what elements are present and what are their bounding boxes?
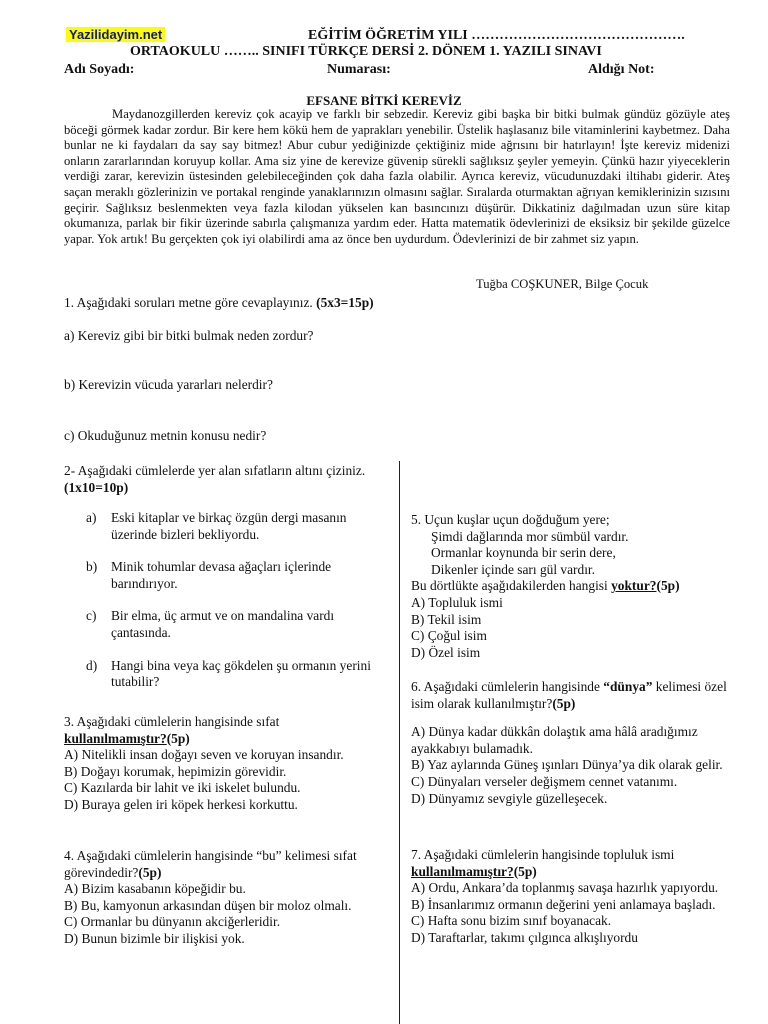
- option: B) Yaz aylarında Güneş ışınları Dünya’ya dik olarak gelir.: [411, 757, 723, 773]
- question-7-points: (5p): [513, 863, 537, 879]
- item-text: Bir elma, üç armut ve on mandalina vardı çantasında.: [111, 608, 335, 640]
- question-4-points: (5p): [138, 864, 162, 880]
- item-letter: b): [86, 559, 98, 575]
- item-text: Minik tohumlar devasa ağaçları içlerinde barındırıyor.: [111, 559, 332, 591]
- question-6: [411, 679, 731, 807]
- question-1c: c) Okuduğunuz metnin konusu nedir?: [64, 428, 267, 443]
- list-item: [64, 608, 384, 641]
- option: D) Buraya gelen iri köpek herkesi korkuttu.: [64, 796, 298, 812]
- option: D) Taraftarlar, takımı çılgınca alkışlıyordu: [411, 929, 638, 945]
- column-divider: [399, 461, 400, 1024]
- option: D) Özel isim: [411, 644, 481, 660]
- item-letter: a): [86, 510, 97, 525]
- exam-year-line: EĞİTİM ÖĞRETİM YILI ……………………………………….: [308, 28, 685, 43]
- option: D) Dünyamız sevgiyle güzelleşecek.: [411, 790, 608, 806]
- verse-line: Dikenler içinde sarı gül vardır.: [431, 561, 595, 577]
- list-item: [64, 510, 384, 543]
- question-1-prompt: 1. Aşağıdaki soruları metne göre cevaplayınız.: [64, 295, 313, 310]
- question-5-prompt: 5. Uçun kuşlar uçun doğduğum yere;: [411, 512, 610, 527]
- question-7-prompt: 7. Aşağıdaki cümlelerin hangisinde topluluk ismi: [411, 847, 675, 862]
- question-5: [411, 512, 731, 661]
- question-3: [64, 714, 384, 814]
- question-4-prompt: 4. Aşağıdaki cümlelerin hangisinde “bu” kelimesi sıfat görevindedir?: [64, 848, 357, 880]
- option: C) Ormanlar bu dünyanın akciğerleridir.: [64, 914, 281, 930]
- exam-title: ORTAOKULU …….. SINIFI TÜRKÇE DERSİ 2. DÖNEM 1. YAZILI SINAVI: [130, 44, 602, 59]
- question-1-points: (5x3=15p): [316, 295, 374, 310]
- question-1: [64, 295, 374, 312]
- item-text: Hangi bina veya kaç gökdelen şu ormanın yerini tutabilir?: [111, 657, 371, 690]
- option: A) Topluluk ismi: [411, 594, 503, 610]
- number-label: Numarası:: [327, 62, 391, 77]
- question-2-list: [64, 510, 384, 707]
- reading-title: EFSANE BİTKİ KEREVİZ: [306, 93, 462, 108]
- item-letter: c): [86, 608, 97, 624]
- item-letter: d): [86, 657, 98, 673]
- list-item: [64, 559, 384, 592]
- question-6-rest: kelimesi özel isim olarak kullanılmıştır?: [411, 679, 727, 711]
- site-badge: Yazilidayim.net: [66, 27, 165, 42]
- question-2-prompt: 2- Aşağıdaki cümlelerde yer alan sıfatların altını çiziniz.: [64, 463, 366, 478]
- question-1a: a) Kereviz gibi bir bitki bulmak neden zordur?: [64, 328, 314, 343]
- verse-line: Şimdi dağlarında mor sümbül vardır.: [431, 528, 629, 544]
- option: B) Bu, kamyonun arkasından düşen bir moloz olmalı.: [64, 897, 352, 913]
- question-2: [64, 463, 374, 496]
- question-7-key: kullanılmamıştır?: [411, 863, 514, 879]
- question-6-points: (5p): [552, 695, 576, 711]
- option: A) Ordu, Ankara’da toplanmış savaşa hazırlık yapıyordu.: [411, 880, 719, 896]
- option: B) İnsanlarımız ormanın değerini yeni anlamaya başladı.: [411, 896, 716, 912]
- reading-author: Tuğba COŞKUNER, Bilge Çocuk: [476, 277, 649, 291]
- question-5-points: (5p): [656, 578, 680, 594]
- question-7: [411, 847, 731, 947]
- option: B) Tekil isim: [411, 611, 482, 627]
- question-3-key: kullanılmamıştır?: [64, 730, 167, 746]
- question-4: [64, 848, 384, 948]
- item-text: Eski kitaplar ve birkaç özgün dergi masanın üzerinde bizleri bekliyordu.: [111, 510, 347, 542]
- name-label: Adı Soyadı:: [64, 62, 135, 77]
- option: C) Dünyaları verseler değişmem cennet vatanımı.: [411, 773, 678, 789]
- grade-label: Aldığı Not:: [588, 62, 655, 77]
- option: A) Dünya kadar dükkân dolaştık ama hâlâ aradığımız ayakkabıyı bulamadık.: [411, 724, 698, 756]
- question-2-points: (1x10=10p): [64, 479, 129, 495]
- option: D) Bunun bizimle bir ilişkisi yok.: [64, 930, 245, 946]
- option: A) Bizim kasabanın köpeğidir bu.: [64, 881, 246, 897]
- question-5-key: yoktur?: [611, 578, 657, 594]
- verse-line: Ormanlar koynunda bir serin dere,: [431, 545, 616, 561]
- option: C) Kazılarda bir lahit ve iki iskelet bulundu.: [64, 780, 301, 796]
- list-item: [64, 658, 384, 691]
- reading-paragraph: Maydanozgillerden kereviz çok acayip ve farklı bir sebzedir. Kereviz gibi başka bir bitki bulmak gündüz gözüyle ateş böceği görmek kadar zordur. Bir kere hem kökü hem de yaprakları yenebilir. Üstelik haşlasanız bile vitaminlerini kaybetmez. Daha bunlar ne ki faydaları da say say bitmez! Abur cubur yediğinizde çektiğiniz mide ağrısını bir hatırlayın! İşte kereviz midenizi onların zararlarından koruyup kollar. Ama siz yine de kerevize güvenip sürekli sağlıksız şeyler yemeyin. Çünkü hazır yiyeceklerin verdiği zarar, kerevizin üstesinden gelebileceğinden çok daha fazla olabilir. Ayrıca kereviz, vücudunuzdaki iltihabı giderir. Ateş saçan meraklı gözlerinizin ve portakal renginde yanaklarınızın olmasını sağlar. Sıralarda oturmaktan ağrıyan kemiklerinizin sızısını geçirir. Sağlıksız beslenmekten veya fazla kilodan yükselen kan basıncınızı düşürür. Dikkatiniz dağılmadan uzun süre kitap okumanıza, parlak bir fikir üzerinde sabırla çalışmanıza yardım eder. Hatta matematik ödevlerinizi de eksiksiz bir şekilde güzelce yapar. Yok artık! Bu gerçekten çok iyi olabilirdi ama az önce ben uydurdum. Ödevlerinizi de bir zahmet siz yapın.: [64, 107, 730, 246]
- option: B) Doğayı korumak, hepimizin görevidir.: [64, 763, 287, 779]
- option: A) Nitelikli insan doğayı seven ve koruyan insandır.: [64, 747, 344, 763]
- question-1b: b) Kerevizin vücuda yararları nelerdir?: [64, 377, 273, 392]
- option: C) Çoğul isim: [411, 628, 487, 644]
- question-6-word: “dünya”: [603, 679, 653, 694]
- question-5-question: Bu dörtlükte aşağıdakilerden hangisi: [411, 578, 608, 594]
- question-3-prompt: 3. Aşağıdaki cümlelerin hangisinde sıfat: [64, 714, 280, 729]
- question-6-prompt: 6. Aşağıdaki cümlelerin hangisinde: [411, 679, 600, 694]
- question-3-points: (5p): [166, 730, 190, 746]
- option: C) Hafta sonu bizim sınıf boyanacak.: [411, 913, 612, 929]
